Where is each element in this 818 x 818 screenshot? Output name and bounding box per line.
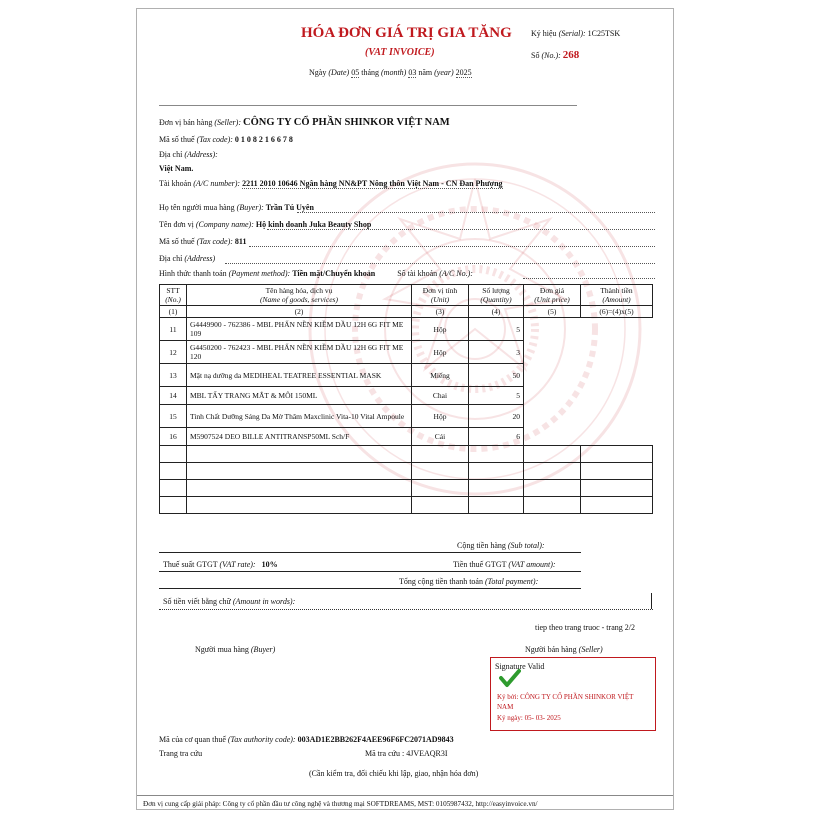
col-header-stt: STT (No.) bbox=[160, 285, 187, 306]
buyer-sign-label: Người mua hàng (Buyer) bbox=[195, 645, 276, 654]
authority-code-row: Mã của cơ quan thuế (Tax authority code): 003AD1E2BB262F4AEE96F6FC2071AD9843 bbox=[159, 735, 454, 744]
buyer-name-row: Họ tên người mua hàng (Buyer): Trần Tú Uyên bbox=[159, 203, 655, 212]
footer-text: Đơn vị cung cấp giải pháp: Công ty cổ phần đầu tư công nghệ và thương mại SOFTDREAMS, MST: 0105987432, http://easyinvoice.vn/ bbox=[143, 800, 538, 808]
total-row: Tổng cộng tiền thanh toán (Total payment): bbox=[399, 577, 539, 586]
vat-rate-row: Thuế suất GTGT (VAT rate): 10% bbox=[163, 560, 278, 569]
table-row: 16 M5907524 DEO BILLE ANTITRANSP50ML Sch/F Cái 6 bbox=[160, 428, 653, 446]
vat-divider bbox=[159, 571, 581, 572]
items-table bbox=[159, 284, 653, 514]
seller-address: Việt Nam. bbox=[159, 164, 194, 173]
amount-in-words-row: Số tiền viết bằng chữ (Amount in words): bbox=[163, 597, 296, 606]
empty-row bbox=[160, 497, 653, 514]
signed-date: Ký ngày: 05- 03- 2025 bbox=[497, 714, 561, 722]
seller-name: CÔNG TY CỔ PHẦN SHINKOR VIỆT NAM bbox=[243, 117, 450, 128]
payment-row: Hình thức thanh toán (Payment method): Tiền mặt/Chuyển khoản Số tài khoản (A/C No.): bbox=[159, 269, 655, 278]
table-row: 11 G4449900 - 762386 - MBL PHẤN NỀN KIỀM DẦU 12H 6G FIT ME 109 Hộp 5 bbox=[160, 318, 653, 341]
signature-valid-text: Signature Valid bbox=[495, 662, 545, 671]
total-divider bbox=[159, 588, 581, 589]
table-row: 12 G4450200 - 762423 - MBL PHẤN NỀN KIỀM DẦU 12H 6G FIT ME 120 Hộp 3 bbox=[160, 341, 653, 364]
col-header-unit: Đơn vị tính (Unit) bbox=[412, 285, 469, 306]
empty-row bbox=[160, 480, 653, 497]
col-header-price: Đơn giá (Unit price) bbox=[524, 285, 581, 306]
table-row: 14 MBL TẨY TRANG MẮT & MÔI 150ML Chai 5 bbox=[160, 387, 653, 405]
words-divider bbox=[159, 609, 653, 610]
header-divider bbox=[159, 105, 577, 106]
col-header-name: Tên hàng hóa, dịch vụ (Name of goods, services) bbox=[187, 285, 412, 306]
subtotal-divider bbox=[159, 552, 581, 553]
buyer-tax-row: Mã số thuế (Tax code): 811 bbox=[159, 237, 655, 246]
buyer-company-row: Tên đơn vị (Company name): Hộ kinh doanh Juka Beauty Shop bbox=[159, 220, 655, 229]
checkmark-icon bbox=[499, 668, 521, 688]
buyer-address-row: Địa chỉ (Address) bbox=[159, 254, 655, 263]
serial: Ký hiệu (Serial): 1C25TSK bbox=[531, 29, 621, 38]
invoice-sheet bbox=[136, 8, 674, 810]
seller-address-label: Địa chỉ (Address): bbox=[159, 150, 218, 159]
digital-signature-box bbox=[490, 657, 656, 731]
footer-divider bbox=[137, 795, 673, 796]
table-row: 13 Mặt nạ dưỡng da MEDIHEAL TEATREE ESSENTIAL MASK Miếng 50 bbox=[160, 364, 653, 387]
empty-row bbox=[160, 463, 653, 480]
lookup-code-row: Mã tra cứu : 4JVEAQR3I bbox=[365, 749, 448, 758]
invoice-date: Ngày (Date) 05 tháng (month) 03 năm (year) 2025 bbox=[309, 68, 472, 77]
check-note: (Cần kiểm tra, đối chiếu khi lập, giao, nhận hóa đơn) bbox=[309, 769, 479, 778]
invoice-title: HÓA ĐƠN GIÁ TRỊ GIA TĂNG bbox=[301, 25, 512, 41]
col-header-amount: Thành tiền (Amount) bbox=[581, 285, 653, 306]
signed-by: Ký bởi: CÔNG TY CỔ PHẦN SHINKOR VIỆT NAM bbox=[497, 693, 634, 711]
index-row: (1) (2) (3) (4) (5) (6)=(4)x(5) bbox=[160, 306, 653, 318]
subtotal-row: Cộng tiền hàng (Sub total): bbox=[457, 541, 545, 550]
lookup-page-label: Trang tra cứu bbox=[159, 749, 203, 758]
seller-account-row: Tài khoản (A/C number): 2211 2010 10646 Ngân hàng NN&PT Nông thôn Việt Nam - CN Đan Phượng bbox=[159, 179, 503, 188]
invoice-subtitle: (VAT INVOICE) bbox=[365, 47, 435, 58]
empty-row bbox=[160, 446, 653, 463]
col-header-qty: Số lượng (Quantity) bbox=[469, 285, 524, 306]
seller-tax-row: Mã số thuế (Tax code): 0 1 0 8 2 1 6 6 7 8 bbox=[159, 135, 293, 144]
table-row: 15 Tinh Chất Dưỡng Sáng Da Mờ Thâm Maxclinic Vita-10 Vital Ampoule Hộp 20 bbox=[160, 405, 653, 428]
words-end-mark bbox=[651, 593, 652, 609]
seller-sign-label: Người bán hàng (Seller) bbox=[525, 645, 603, 654]
vat-amount-row: Tiền thuế GTGT (VAT amount): bbox=[453, 560, 556, 569]
table-header-row bbox=[160, 285, 653, 306]
invoice-number: Số (No.): 268 bbox=[531, 49, 580, 61]
seller-name-row: Đơn vị bán hàng (Seller): CÔNG TY CỔ PHẦN SHINKOR VIỆT NAM bbox=[159, 117, 450, 128]
continued-note: tiep theo trang truoc - trang 2/2 bbox=[535, 623, 635, 632]
